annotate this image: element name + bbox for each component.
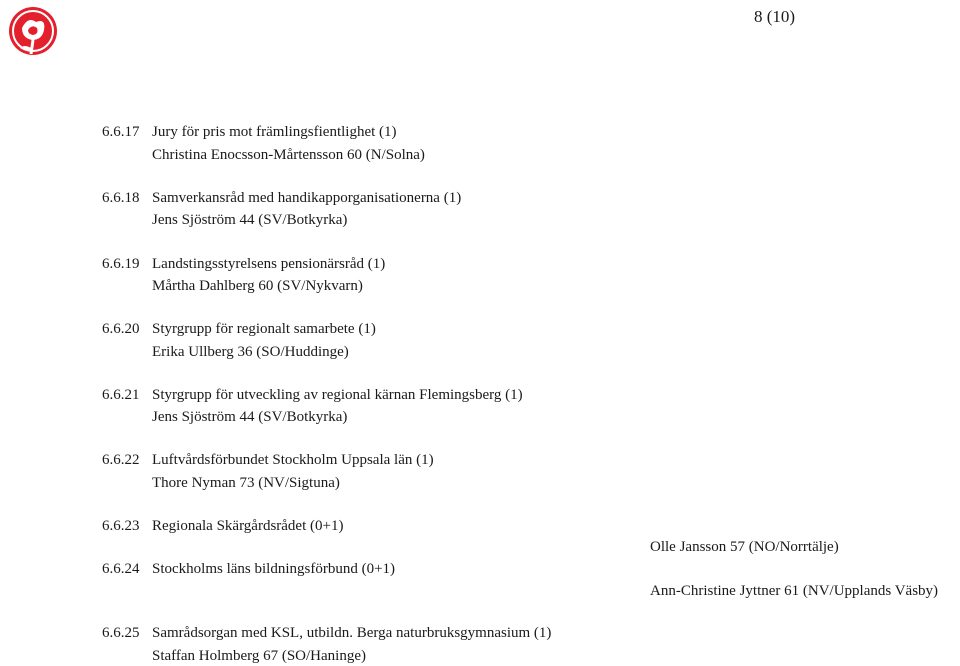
item-title: Styrgrupp för utveckling av regional kärnan Flemingsberg (1) (152, 387, 523, 403)
item-number: 6.6.19 (102, 256, 140, 272)
item-number: 6.6.21 (102, 387, 140, 403)
item-number: 6.6.23 (102, 518, 140, 534)
item-title: Jury för pris mot främlingsfientlighet (1) (152, 124, 397, 140)
item-number: 6.6.17 (102, 124, 140, 140)
item-number: 6.6.22 (102, 452, 140, 468)
item-title: Samverkansråd med handikapporganisationerna (1) (152, 190, 462, 206)
item-title: Regionala Skärgårdsrådet (0+1) (152, 518, 344, 534)
item-member: Olle Jansson 57 (NO/Norrtälje) (650, 539, 839, 555)
item-member: Christina Enocsson-Mårtensson 60 (N/Solna) (152, 147, 425, 163)
item-member: Jens Sjöström 44 (SV/Botkyrka) (152, 212, 348, 228)
item-title: Styrgrupp för regionalt samarbete (1) (152, 321, 376, 337)
rose-logo-icon (6, 4, 60, 60)
item-number: 6.6.18 (102, 190, 140, 206)
item-member: Thore Nyman 73 (NV/Sigtuna) (152, 475, 340, 491)
item-member: Mårtha Dahlberg 60 (SV/Nykvarn) (152, 278, 363, 294)
item-title: Landstingsstyrelsens pensionärsråd (1) (152, 256, 386, 272)
item-number: 6.6.25 (102, 625, 140, 641)
item-member: Staffan Holmberg 67 (SO/Haninge) (152, 648, 366, 664)
item-number: 6.6.20 (102, 321, 140, 337)
page-number: 8 (10) (754, 7, 796, 26)
item-number: 6.6.24 (102, 561, 140, 577)
item-title: Samrådsorgan med KSL, utbildn. Berga naturbruksgymnasium (1) (152, 625, 552, 641)
item-title: Stockholms läns bildningsförbund (0+1) (152, 561, 396, 577)
item-member: Jens Sjöström 44 (SV/Botkyrka) (152, 409, 348, 425)
item-member: Erika Ullberg 36 (SO/Huddinge) (152, 344, 349, 360)
party-logo (6, 4, 60, 60)
item-title: Luftvårdsförbundet Stockholm Uppsala län (1) (152, 452, 434, 468)
item-member: Ann-Christine Jyttner 61 (NV/Upplands Väsby) (650, 583, 939, 599)
